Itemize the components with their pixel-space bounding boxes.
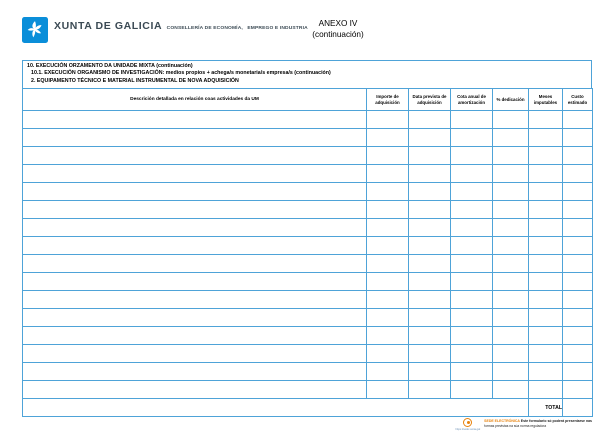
cell-importe[interactable] — [367, 309, 409, 327]
cell-meses[interactable] — [529, 381, 563, 399]
table-row — [23, 219, 593, 237]
cell-meses[interactable] — [529, 183, 563, 201]
cell-meses[interactable] — [529, 219, 563, 237]
table-row — [23, 363, 593, 381]
table-body — [23, 111, 593, 417]
annex-subtitle: (continuación) — [312, 30, 364, 39]
cell-cota[interactable] — [451, 381, 493, 399]
cell-description[interactable] — [23, 219, 367, 237]
column-header-cota-anual: Cota anual de amortización — [451, 89, 493, 111]
form-body — [22, 60, 592, 417]
cell-data[interactable] — [409, 129, 451, 147]
footer-notice-line-2: formas previstas na súa norma reguladora — [484, 423, 547, 428]
cell-importe[interactable] — [367, 363, 409, 381]
cell-importe[interactable] — [367, 201, 409, 219]
cell-custo[interactable] — [563, 237, 593, 255]
cell-importe[interactable] — [367, 111, 409, 129]
cell-importe[interactable] — [367, 237, 409, 255]
cell-description[interactable] — [23, 381, 367, 399]
section-heading-2: 2. EQUIPAMENTO TÉCNICO E MATERIAL INSTRUMENTAL DE NOVA ADQUISICIÓN — [31, 77, 239, 84]
department-line-1: CONSELLERÍA DE ECONOMÍA, — [166, 26, 243, 31]
cell-custo[interactable] — [563, 291, 593, 309]
cell-cota[interactable] — [451, 111, 493, 129]
cell-dedicacion[interactable] — [493, 165, 529, 183]
cell-custo[interactable] — [563, 363, 593, 381]
footer-notice-rest: Este formulario só poderá presentarse nas — [520, 419, 592, 423]
cell-cota[interactable] — [451, 327, 493, 345]
cell-dedicacion[interactable] — [493, 111, 529, 129]
cell-dedicacion[interactable] — [493, 219, 529, 237]
column-header-meses-imputables: Meses imputables — [529, 89, 563, 111]
cell-dedicacion[interactable] — [493, 237, 529, 255]
seal-caption-sub: https://sede.xunta.gal — [455, 428, 481, 431]
cell-description[interactable] — [23, 129, 367, 147]
cell-data[interactable] — [409, 165, 451, 183]
annex-heading — [258, 18, 418, 40]
cell-dedicacion[interactable] — [493, 345, 529, 363]
cell-description[interactable] — [23, 165, 367, 183]
cell-meses[interactable] — [529, 327, 563, 345]
cell-description[interactable] — [23, 255, 367, 273]
column-header-custo-estimado: Custo estimado — [563, 89, 593, 111]
footer-text-block — [484, 418, 592, 428]
table-row — [23, 381, 593, 399]
cell-custo[interactable] — [563, 201, 593, 219]
footer-notice — [455, 418, 592, 431]
cell-meses[interactable] — [529, 309, 563, 327]
cell-meses[interactable] — [529, 111, 563, 129]
table-total-row — [23, 399, 593, 417]
department-line-2: EMPREGO E INDUSTRIA — [247, 26, 308, 31]
electronic-seal-icon — [463, 418, 472, 427]
cell-description[interactable] — [23, 345, 367, 363]
cell-dedicacion[interactable] — [493, 147, 529, 165]
cell-cota[interactable] — [451, 273, 493, 291]
cell-meses[interactable] — [529, 291, 563, 309]
cell-data[interactable] — [409, 345, 451, 363]
cell-importe[interactable] — [367, 345, 409, 363]
column-header-data-prevista: Data prevista de adquisición — [409, 89, 451, 111]
column-header-description: Descrición detallada en relación coas actividades da UM — [23, 89, 367, 111]
table-header-row — [23, 89, 593, 111]
cell-meses[interactable] — [529, 165, 563, 183]
table-row — [23, 309, 593, 327]
xunta-de-galicia-logo-icon — [22, 17, 48, 43]
cell-meses[interactable] — [529, 237, 563, 255]
total-value[interactable] — [563, 399, 593, 417]
cell-cota[interactable] — [451, 147, 493, 165]
cell-data[interactable] — [409, 183, 451, 201]
cell-custo[interactable] — [563, 183, 593, 201]
cell-data[interactable] — [409, 147, 451, 165]
cell-meses[interactable] — [529, 273, 563, 291]
section-heading-10-1: 10.1. EXECUCIÓN ORGANISMO DE INVESTIGACIÓN: medios propios + achega/s monetaria/s empresa/s (continuación) — [31, 70, 331, 77]
cell-importe[interactable] — [367, 183, 409, 201]
cell-importe[interactable] — [367, 255, 409, 273]
cell-custo[interactable] — [563, 327, 593, 345]
cell-custo[interactable] — [563, 219, 593, 237]
cell-custo[interactable] — [563, 273, 593, 291]
table-row — [23, 345, 593, 363]
cell-dedicacion[interactable] — [493, 381, 529, 399]
organization-name: XUNTA DE GALICIA — [54, 20, 163, 32]
cell-cota[interactable] — [451, 129, 493, 147]
footer-notice-line-1 — [484, 419, 592, 424]
table-row — [23, 201, 593, 219]
cell-dedicacion[interactable] — [493, 327, 529, 345]
cell-data[interactable] — [409, 273, 451, 291]
cell-cota[interactable] — [451, 237, 493, 255]
cell-custo[interactable] — [563, 255, 593, 273]
cell-description[interactable] — [23, 291, 367, 309]
cell-description[interactable] — [23, 201, 367, 219]
table-row — [23, 183, 593, 201]
cell-meses[interactable] — [529, 345, 563, 363]
table-row — [23, 165, 593, 183]
cell-dedicacion[interactable] — [493, 291, 529, 309]
table-row — [23, 255, 593, 273]
cell-cota[interactable] — [451, 345, 493, 363]
cell-description[interactable] — [23, 327, 367, 345]
cell-data[interactable] — [409, 219, 451, 237]
cell-importe[interactable] — [367, 165, 409, 183]
cell-custo[interactable] — [563, 147, 593, 165]
cell-custo[interactable] — [563, 165, 593, 183]
table-row — [23, 147, 593, 165]
cell-description[interactable] — [23, 111, 367, 129]
table-row — [23, 327, 593, 345]
cell-importe[interactable] — [367, 273, 409, 291]
cell-dedicacion[interactable] — [493, 129, 529, 147]
cell-importe[interactable] — [367, 381, 409, 399]
cell-custo[interactable] — [563, 345, 593, 363]
cell-cota[interactable] — [451, 363, 493, 381]
cell-meses[interactable] — [529, 363, 563, 381]
cell-importe[interactable] — [367, 291, 409, 309]
cell-meses[interactable] — [529, 147, 563, 165]
total-spacer — [23, 399, 529, 417]
cell-custo[interactable] — [563, 309, 593, 327]
section-heading-10: 10. EXECUCIÓN ORZAMENTO DA UNIDADE MIXTA (continuación) — [27, 63, 193, 69]
cell-data[interactable] — [409, 327, 451, 345]
cell-cota[interactable] — [451, 219, 493, 237]
total-label: TOTAL — [529, 399, 563, 417]
cell-data[interactable] — [409, 111, 451, 129]
cell-importe[interactable] — [367, 327, 409, 345]
cell-dedicacion[interactable] — [493, 309, 529, 327]
cell-custo[interactable] — [563, 381, 593, 399]
column-header-importe-adquisicion: Importe de adquisición — [367, 89, 409, 111]
section-headings — [22, 60, 592, 88]
cell-data[interactable] — [409, 309, 451, 327]
document-header — [22, 16, 592, 58]
cell-meses[interactable] — [529, 201, 563, 219]
cell-description[interactable] — [23, 237, 367, 255]
table-row — [23, 237, 593, 255]
cell-dedicacion[interactable] — [493, 255, 529, 273]
cell-cota[interactable] — [451, 183, 493, 201]
cell-description[interactable] — [23, 309, 367, 327]
cell-importe[interactable] — [367, 219, 409, 237]
document-footer — [22, 418, 592, 431]
cell-cota[interactable] — [451, 291, 493, 309]
cell-data[interactable] — [409, 201, 451, 219]
cell-cota[interactable] — [451, 201, 493, 219]
cell-dedicacion[interactable] — [493, 201, 529, 219]
cell-description[interactable] — [23, 183, 367, 201]
table-row — [23, 129, 593, 147]
cell-data[interactable] — [409, 291, 451, 309]
column-header-dedicacion: % dedicación — [493, 89, 529, 111]
cell-dedicacion[interactable] — [493, 273, 529, 291]
table-row — [23, 111, 593, 129]
sede-electronica-label: SEDE ELECTRÓNICA — [484, 419, 520, 423]
table-row — [23, 273, 593, 291]
cell-data[interactable] — [409, 363, 451, 381]
cell-description[interactable] — [23, 147, 367, 165]
cell-cota[interactable] — [451, 309, 493, 327]
cell-meses[interactable] — [529, 255, 563, 273]
cell-cota[interactable] — [451, 255, 493, 273]
cell-data[interactable] — [409, 255, 451, 273]
equipment-table — [22, 88, 593, 417]
electronic-seal — [455, 418, 480, 431]
cell-dedicacion[interactable] — [493, 183, 529, 201]
cell-meses[interactable] — [529, 129, 563, 147]
table-row — [23, 291, 593, 309]
cell-data[interactable] — [409, 237, 451, 255]
cell-description[interactable] — [23, 273, 367, 291]
annex-title: ANEXO IV — [318, 19, 358, 28]
cell-data[interactable] — [409, 381, 451, 399]
cell-dedicacion[interactable] — [493, 363, 529, 381]
cell-importe[interactable] — [367, 129, 409, 147]
cell-description[interactable] — [23, 363, 367, 381]
cell-custo[interactable] — [563, 111, 593, 129]
cell-cota[interactable] — [451, 165, 493, 183]
cell-custo[interactable] — [563, 129, 593, 147]
cell-importe[interactable] — [367, 147, 409, 165]
